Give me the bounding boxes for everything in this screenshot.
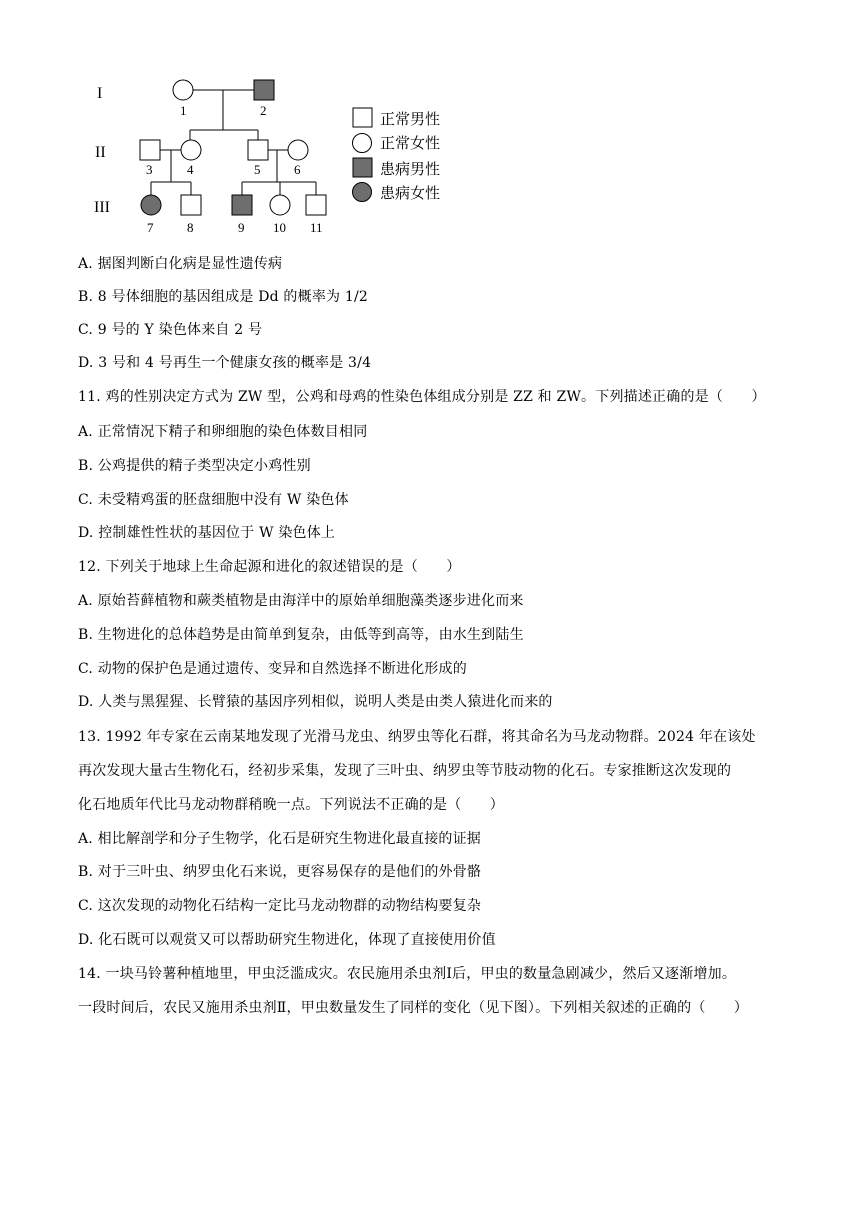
individual-5-normal-male (248, 140, 268, 160)
individual-label: 7 (147, 220, 154, 235)
individual-7-affected-female (141, 195, 161, 215)
generation-label: I (97, 85, 103, 102)
question-stem: 12. 下列关于地球上生命起源和进化的叙述错误的是（ ） (78, 559, 461, 575)
individual-11-normal-male (306, 195, 326, 215)
individual-10-normal-female (270, 195, 290, 215)
question-stem: 14. 一块马铃薯种植地里，甲虫泛滥成灾。农民施用杀虫剂Ⅰ后，甲虫的数量急剧减少，然后又逐渐增加。 (78, 966, 737, 982)
answer-option: B. 8 号体细胞的基因组成是 Dd 的概率为 1/2 (78, 289, 369, 305)
individual-label: 10 (273, 220, 286, 235)
answer-option: D. 人类与黑猩猩、长臂猿的基因序列相似，说明人类是由类人猿进化而来的 (78, 694, 553, 710)
answer-option: D. 控制雄性性状的基因位于 W 染色体上 (78, 525, 336, 541)
answer-option: C. 9 号的 Y 染色体来自 2 号 (78, 322, 263, 338)
legend-label: 正常男性 (380, 110, 441, 128)
individual-label: 3 (146, 162, 153, 177)
answer-option: B. 公鸡提供的精子类型决定小鸡性别 (78, 458, 311, 474)
answer-option: A. 相比解剖学和分子生物学，化石是研究生物进化最直接的证据 (78, 831, 482, 847)
legend-normal-female-icon (353, 134, 372, 153)
legend-affected-male-icon (353, 158, 372, 177)
answer-option: A. 正常情况下精子和卵细胞的染色体数目相同 (78, 424, 368, 440)
legend-affected-female-icon (353, 183, 372, 202)
legend-normal-male-icon (353, 108, 372, 127)
answer-option: D. 化石既可以观赏又可以帮助研究生物进化，体现了直接使用价值 (78, 932, 496, 948)
generation-label: II (95, 144, 106, 161)
answer-option: C. 动物的保护色是通过遗传、变异和自然选择不断进化形成的 (78, 661, 467, 677)
individual-label: 1 (180, 103, 187, 118)
individual-8-normal-male (181, 195, 201, 215)
individual-9-affected-male (232, 195, 252, 215)
individual-6-normal-female (288, 140, 308, 160)
individual-3-normal-male (140, 140, 160, 160)
legend-label: 正常女性 (380, 134, 441, 152)
generation-label: III (94, 199, 110, 216)
individual-label: 8 (187, 220, 194, 235)
individual-label: 6 (294, 162, 301, 177)
answer-option: B. 对于三叶虫、纳罗虫化石来说，更容易保存的是他们的外骨骼 (78, 864, 482, 880)
question-stem: 化石地质年代比马龙动物群稍晚一点。下列说法不正确的是（ ） (78, 797, 504, 813)
answer-option: B. 生物进化的总体趋势是由简单到复杂，由低等到高等，由水生到陆生 (78, 627, 524, 643)
individual-label: 5 (254, 162, 261, 177)
individual-4-normal-female (181, 140, 201, 160)
answer-option: C. 这次发现的动物化石结构一定比马龙动物群的动物结构要复杂 (78, 898, 482, 914)
individual-label: 2 (260, 103, 267, 118)
individual-2-affected-male (254, 80, 274, 100)
question-stem: 11. 鸡的性别决定方式为 ZW 型，公鸡和母鸡的性染色体组成分别是 ZZ 和 ZW。下列描述正确的是（ ） (78, 389, 766, 405)
individual-label: 9 (238, 220, 245, 235)
answer-option: A. 原始苔藓植物和蕨类植物是由海洋中的原始单细胞藻类逐步进化而来 (78, 593, 524, 609)
answer-option: D. 3 号和 4 号再生一个健康女孩的概率是 3/4 (78, 355, 372, 371)
answer-option: C. 未受精鸡蛋的胚盘细胞中没有 W 染色体 (78, 492, 349, 508)
individual-1-normal-female (173, 80, 193, 100)
legend-label: 患病女性 (380, 184, 441, 202)
question-stem: 13. 1992 年专家在云南某地发现了光滑马龙虫、纳罗虫等化石群，将其命名为马龙动物群。2024 年在该处 (78, 729, 756, 745)
question-stem: 再次发现大量古生物化石，经初步采集，发现了三叶虫、纳罗虫等节肢动物的化石。专家推断这次发现的 (78, 763, 732, 779)
individual-label: 4 (187, 162, 194, 177)
pedigree-chart (70, 58, 470, 244)
individual-label: 11 (310, 220, 323, 235)
answer-option: A. 据图判断白化病是显性遗传病 (78, 256, 283, 272)
question-stem: 一段时间后，农民又施用杀虫剂Ⅱ，甲虫数量发生了同样的变化（见下图）。下列相关叙述的正确的（ ） (78, 1000, 749, 1016)
legend-label: 患病男性 (380, 160, 441, 178)
